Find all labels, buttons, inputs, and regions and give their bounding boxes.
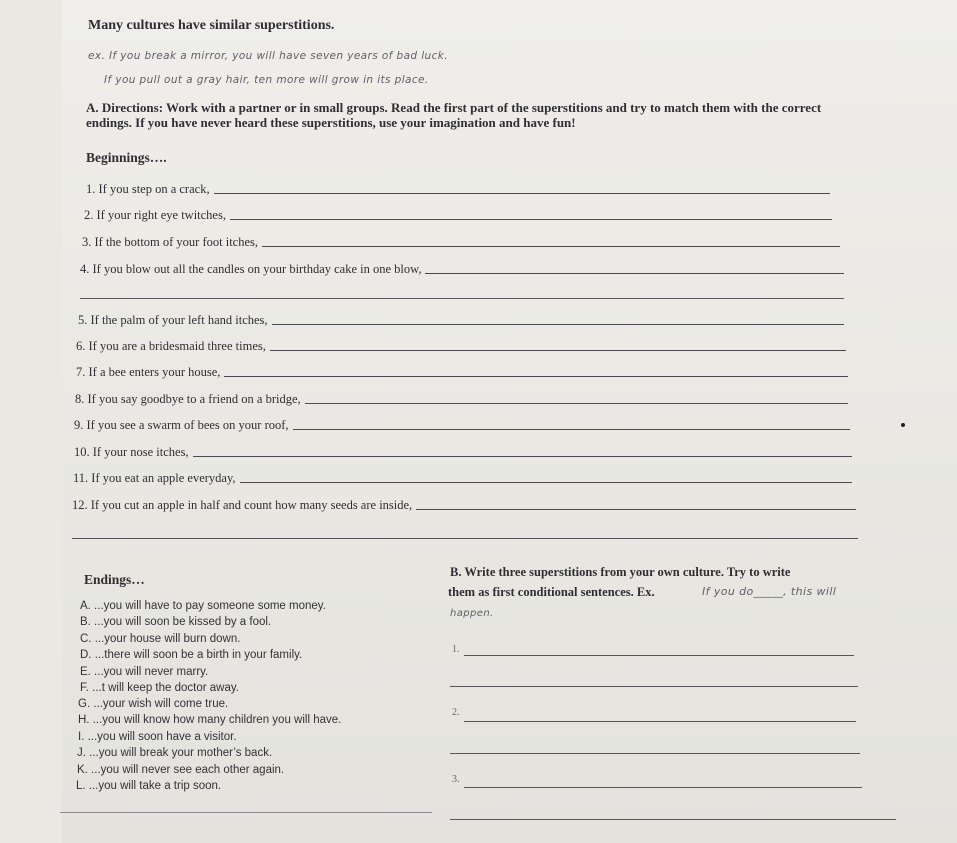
answer-line[interactable] <box>230 218 832 220</box>
beginning-item-8: 8. If you say goodbye to a friend on a bridge, <box>75 392 848 407</box>
directions-text: A. Directions: Work with a partner or in small groups. Read the first part of the superstitions and try to match them with the correct endings. If you have never heard these superstitions, use your imagination and have fun! <box>86 100 822 130</box>
answer-line[interactable] <box>293 428 850 430</box>
section-b-answer-line-3[interactable] <box>464 787 862 788</box>
ending-item-b: B. ...you will soon be kissed by a fool. <box>80 616 272 628</box>
answer-line-12-continued[interactable] <box>72 538 858 539</box>
answer-line[interactable] <box>425 272 844 274</box>
section-b-handwritten-example: If you do_____, this will <box>702 585 837 598</box>
example-line-2: If you pull out a gray hair, ten more will grow in its place. <box>104 74 429 86</box>
beginning-item-4: 4. If you blow out all the candles on your birthday cake in one blow, <box>80 262 844 277</box>
ending-item-c: C. ...your house will burn down. <box>80 633 241 645</box>
ending-item-i: I. ...you will soon have a visitor. <box>78 731 237 743</box>
beginning-item-9: 9. If you see a swarm of bees on your roof, <box>74 418 850 433</box>
beginnings-heading: Beginnings…. <box>86 150 167 165</box>
ending-item-a: A. ...you will have to pay someone some money. <box>80 600 326 612</box>
endings-heading: Endings… <box>84 572 145 587</box>
section-b-answer-line-1b[interactable] <box>450 686 858 687</box>
stray-mark <box>901 423 905 427</box>
ending-item-g: G. ...your wish will come true. <box>78 698 229 710</box>
ending-item-h: H. ...you will know how many children you will have. <box>78 714 342 726</box>
beginning-item-11: 11. If you eat an apple everyday, <box>73 471 852 486</box>
section-b-handwritten-example-2: happen. <box>450 608 494 619</box>
ending-item-l: L. ...you will take a trip soon. <box>76 780 222 792</box>
answer-line[interactable] <box>270 349 846 351</box>
section-b-answer-line-2b[interactable] <box>450 753 860 754</box>
beginning-item-3: 3. If the bottom of your foot itches, <box>82 235 840 250</box>
answer-line[interactable] <box>305 402 848 404</box>
section-b-number-1: 1. <box>452 644 460 655</box>
beginning-item-2: 2. If your right eye twitches, <box>84 208 832 223</box>
section-b-line-2: them as first conditional sentences. Ex. <box>448 585 655 599</box>
section-b-answer-line-2[interactable] <box>464 721 856 722</box>
ending-item-k: K. ...you will never see each other again. <box>77 764 285 776</box>
beginning-item-6: 6. If you are a bridesmaid three times, <box>76 339 846 354</box>
answer-line[interactable] <box>214 192 830 194</box>
ending-item-j: J. ...you will break your mother’s back. <box>77 747 273 759</box>
section-b-answer-line-3b[interactable] <box>450 819 896 820</box>
answer-line[interactable] <box>224 375 848 377</box>
beginning-item-5: 5. If the palm of your left hand itches, <box>78 313 844 328</box>
section-b-number-3: 3. <box>452 774 460 785</box>
answer-line[interactable] <box>416 508 856 510</box>
answer-line-4-continued[interactable] <box>80 298 844 299</box>
section-b-line-1: B. Write three superstitions from your own culture. Try to write <box>450 565 791 579</box>
beginning-item-12: 12. If you cut an apple in half and count how many seeds are inside, <box>72 498 856 513</box>
beginning-item-10: 10. If your nose itches, <box>74 445 852 460</box>
worksheet-title: Many cultures have similar superstitions. <box>88 18 335 33</box>
section-b-answer-line-1[interactable] <box>464 655 854 656</box>
endings-divider <box>60 812 432 813</box>
ending-item-f: F. ...t will keep the doctor away. <box>80 682 239 694</box>
beginning-item-1: 1. If you step on a crack, <box>86 182 830 197</box>
answer-line[interactable] <box>193 455 852 457</box>
section-b-number-2: 2. <box>452 707 460 718</box>
answer-line[interactable] <box>262 245 840 247</box>
example-line-1: ex. If you break a mirror, you will have seven years of bad luck. <box>88 50 448 62</box>
answer-line[interactable] <box>272 323 844 325</box>
answer-line[interactable] <box>240 481 852 483</box>
beginning-item-7: 7. If a bee enters your house, <box>76 365 848 380</box>
ending-item-d: D. ...there will soon be a birth in your family. <box>80 649 303 661</box>
ending-item-e: E. ...you will never marry. <box>80 666 209 678</box>
